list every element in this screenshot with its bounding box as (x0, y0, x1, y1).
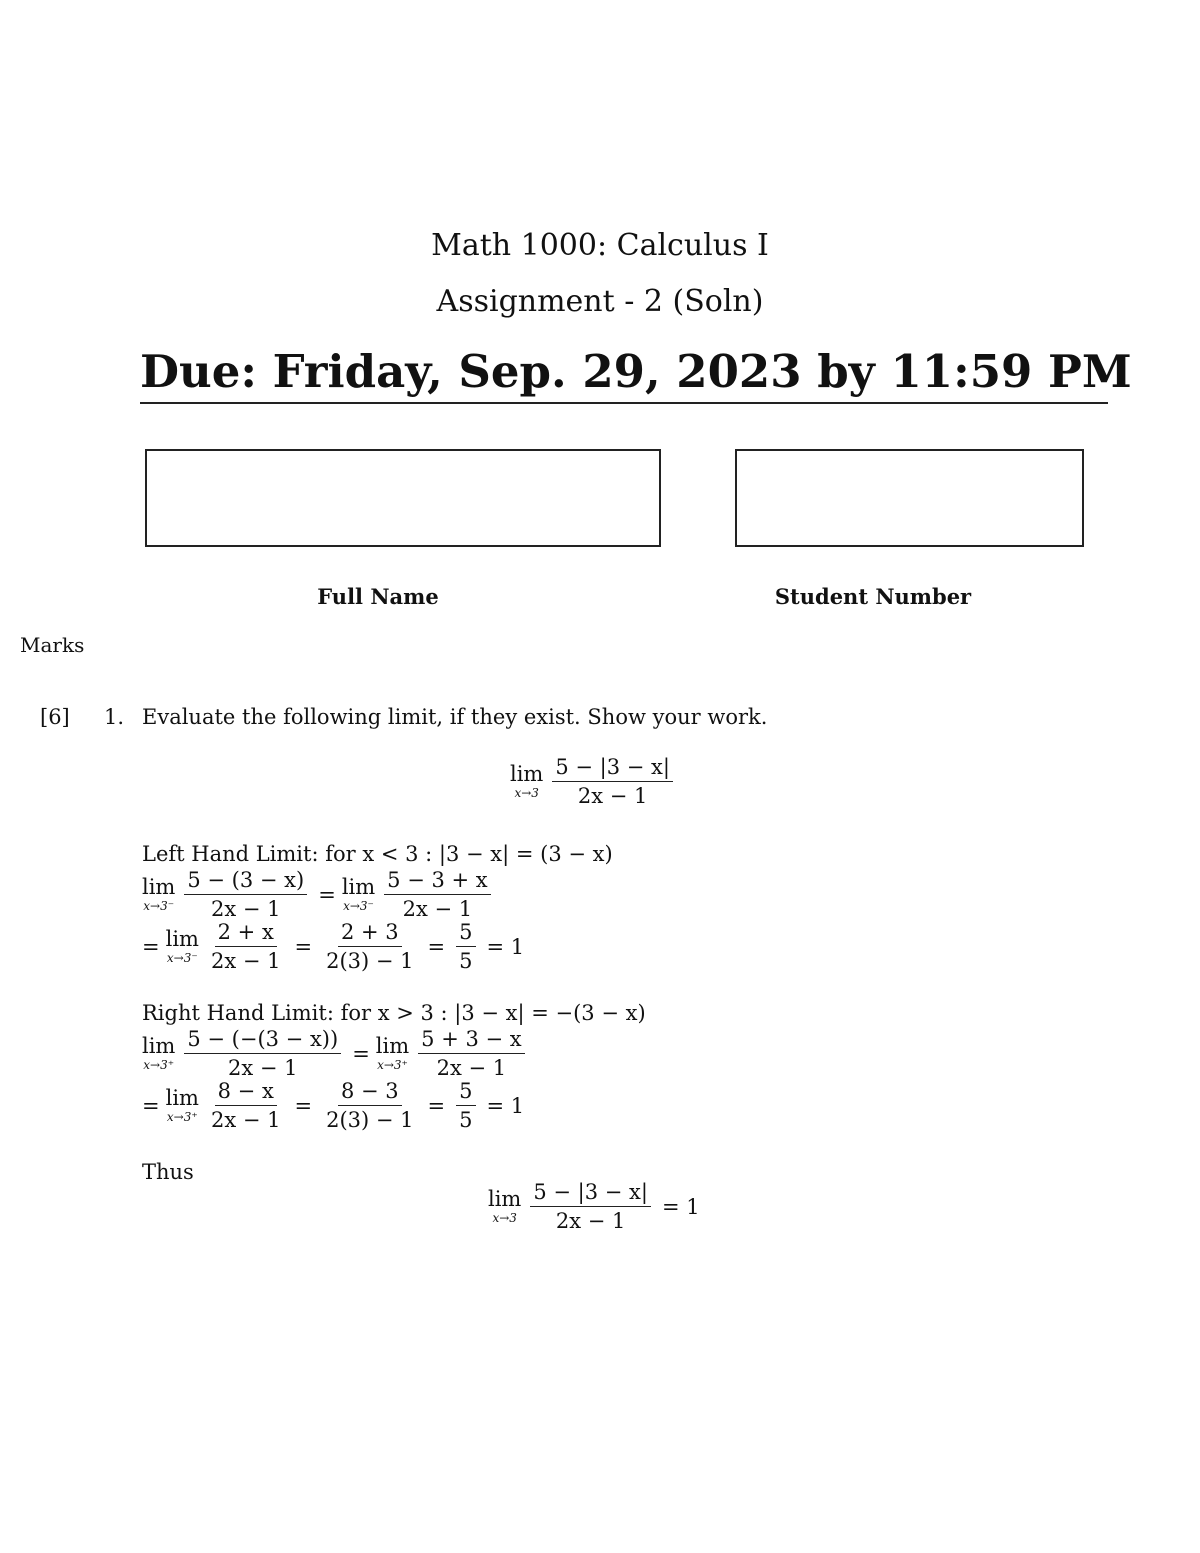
left-limit-line-1: lim x→3⁻ $\frac{5 - (3 - x)}{2x - 1}$ = lim x→3⁻ $\frac{5 - 3 + x}{2x - 1}$ (142, 868, 496, 921)
student-number-box[interactable] (735, 449, 1084, 547)
course-title: Math 1000: Calculus I (431, 228, 769, 263)
final-limit-expression: lim x→3 $\frac{5 - |3 - x|}{2x - 1}$ = 1 (488, 1180, 700, 1234)
left-limit-line-2: = lim x→3⁻ $\frac{2 + x}{2x - 1}$ = $\frac{2 + 3}{2(3) - 1}$ = $\frac{5}{5}$ = 1 (142, 920, 525, 974)
assignment-title: Assignment - 2 (Soln) (436, 284, 764, 319)
right-limit-line-1: lim x→3⁺ $\frac{5 - (-(3 - x))}{2x - 1}$ = lim x→3⁺ $\frac{5 + 3 - x}{2x - 1}$ (142, 1027, 530, 1080)
question-prompt: Evaluate the following limit, if they exist. Show your work. (142, 705, 768, 729)
right-limit-line-2: = lim x→3⁺ $\frac{8 - x}{2x - 1}$ = $\frac{8 - 3}{2(3) - 1}$ = $\frac{5}{5}$ = 1 (142, 1079, 525, 1133)
marks-label: Marks (20, 633, 85, 657)
question-points: [6] (40, 705, 70, 729)
left-limit-heading: Left Hand Limit: for x < 3 : |3 − x| = (3 − x) (142, 842, 613, 866)
question-number: 1. (104, 705, 125, 729)
right-limit-heading: Right Hand Limit: for x > 3 : |3 − x| = −(3 − x) (142, 1001, 646, 1025)
due-date: Due: Friday, Sep. 29, 2023 by 11:59 PM (140, 344, 1108, 404)
main-limit-expression: lim x→3 $\frac{5 - |3 - x|}{2x - 1}$ (510, 755, 678, 808)
thus-label: Thus (142, 1160, 194, 1184)
full-name-box[interactable] (145, 449, 661, 547)
student-number-label: Student Number (774, 584, 972, 609)
full-name-label: Full Name (317, 584, 439, 609)
